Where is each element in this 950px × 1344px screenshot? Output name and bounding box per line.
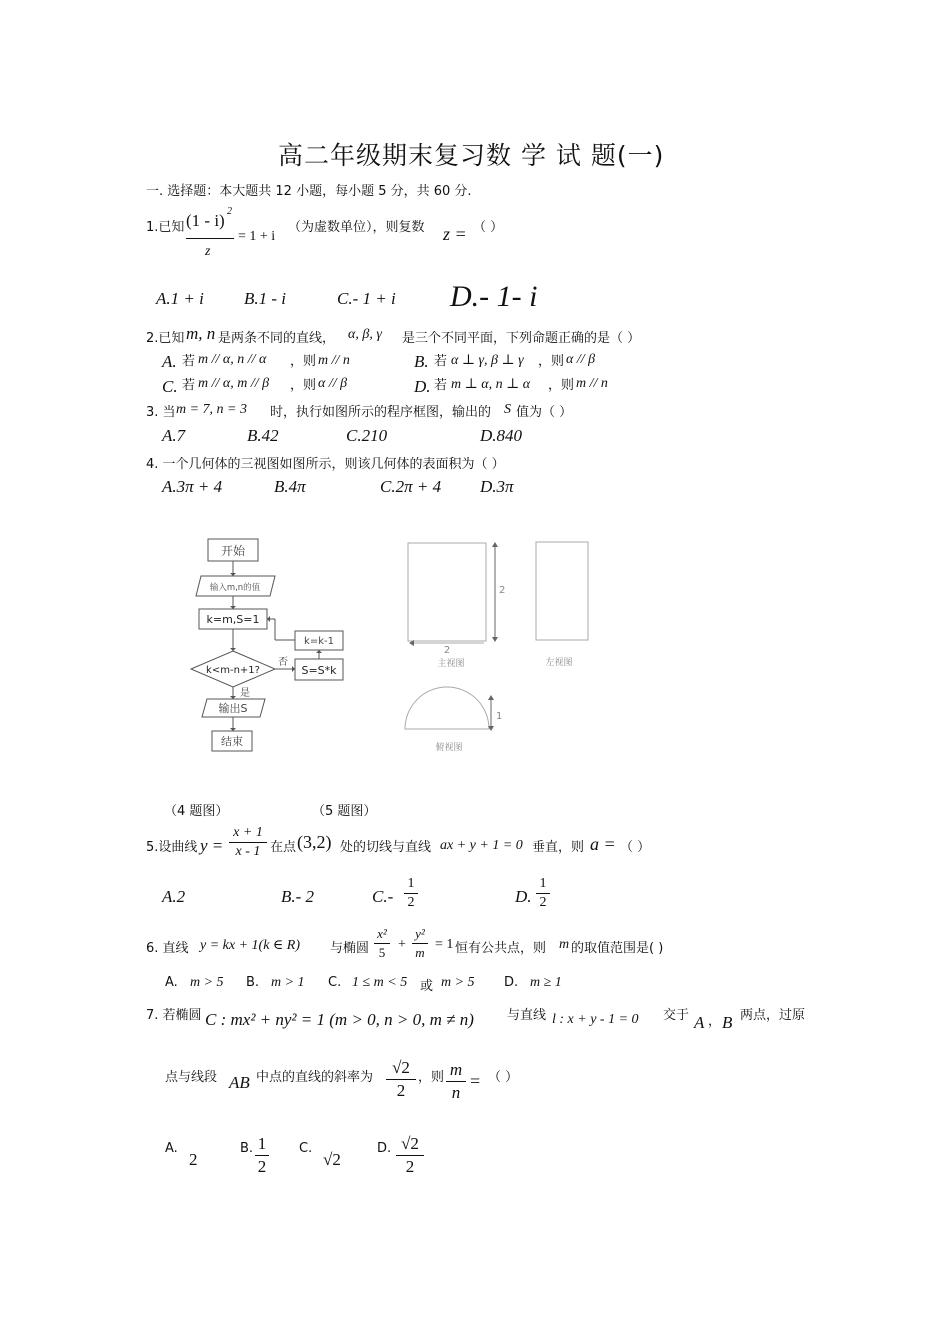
q5-a: a = — [590, 834, 616, 854]
q2-b-ruo: 若 — [434, 354, 448, 369]
q7-option-d-fraction — [396, 1134, 424, 1177]
q7-mn-fraction — [446, 1060, 466, 1103]
q7-slope-den: 2 — [396, 1081, 406, 1100]
q4-option-b: B.4π — [274, 477, 306, 496]
q4-option-d: D.3π — [480, 477, 514, 496]
q3-s: S — [504, 402, 511, 417]
q6-option-c: 1 ≤ m < 5 — [352, 975, 408, 990]
top-height-label: 1 — [496, 711, 503, 722]
q5-option-a: A.2 — [162, 887, 186, 906]
fig4-caption: （4 题图） — [164, 804, 229, 819]
q2-b-label: B. — [414, 352, 429, 371]
side-view-label: 左视图 — [545, 658, 573, 668]
flowchart-init-label: k=m,S=1 — [206, 613, 260, 626]
q6-m: m — [415, 945, 425, 960]
q7-option-b-label: B. — [240, 1141, 254, 1156]
q7-option-c-label: C. — [299, 1141, 313, 1156]
q6-tail2: 的取值范围是( ) — [571, 941, 664, 956]
q2-c-ze: ，则 — [290, 378, 317, 393]
q3-stem-a: 3. 当 — [146, 405, 176, 420]
front-view-rect — [408, 543, 486, 641]
q7-blank: （ ） — [488, 1070, 519, 1085]
q3-stem-c: 值为（ ） — [516, 405, 573, 420]
q5-option-b: B.- 2 — [281, 887, 315, 906]
q2-b-concl: α // β — [566, 352, 596, 367]
flowchart-no-label: 否 — [278, 657, 288, 668]
q6-option-b-label: B. — [246, 975, 260, 990]
flowchart-start-label: 开始 — [220, 544, 246, 558]
q1-note: （为虚数单位），则复数 — [288, 220, 425, 235]
q7-option-d-num: √2 — [401, 1134, 419, 1153]
front-view-label: 主视图 — [437, 659, 465, 669]
q6-frac-y — [412, 926, 428, 961]
q3-vals: m = 7, n = 3 — [176, 402, 248, 417]
q6-prefix: 6. 直线 — [146, 941, 189, 956]
q6-mvar: m — [559, 937, 570, 952]
q2-c-ruo: 若 — [182, 378, 196, 393]
q2-a-ruo: 若 — [182, 354, 196, 369]
q1-denominator: z — [205, 244, 211, 259]
q7-point-a: A — [694, 1013, 705, 1032]
q5-option-c-num: 1 — [407, 876, 415, 891]
q5-denominator: x - 1 — [235, 844, 261, 859]
q6-option-c2: m > 5 — [441, 975, 475, 990]
q7-mn-den: n — [451, 1083, 461, 1102]
q2-a-ze: ，则 — [290, 354, 317, 369]
q2-d-concl: m // n — [576, 376, 608, 391]
q2-stem-b: 是两条不同的直线， — [218, 331, 336, 346]
q7-point-b: B — [722, 1013, 733, 1032]
q3-option-b: B.42 — [247, 426, 279, 445]
flowchart-yes-label: 是 — [240, 688, 250, 699]
q1-blank: （ ） — [473, 220, 504, 235]
q7-slope-fraction — [386, 1058, 416, 1101]
q5-tail: 垂直，则 — [532, 840, 585, 855]
q2-c-cond: m // α, m // β — [198, 376, 270, 391]
q1-fraction-bar — [186, 238, 234, 239]
q7-mn-num: m — [449, 1060, 463, 1079]
top-view-semicircle — [405, 687, 489, 729]
q6-option-b: m > 1 — [271, 975, 305, 990]
top-view-label: 俯视图 — [435, 743, 463, 753]
q5-option-c-fraction — [404, 876, 418, 911]
front-height-label: 2 — [499, 585, 506, 596]
q7-prefix: 7. 若椭圆 — [146, 1008, 202, 1023]
q2-c-label: C. — [162, 377, 178, 396]
section-heading: 一. 选择题：本大题共 12 小题，每小题 5 分，共 60 分. — [146, 184, 472, 199]
q7-option-a-label: A. — [165, 1141, 178, 1156]
q6-option-a-label: A. — [165, 975, 178, 990]
q6-mid: 与椭圆 — [330, 941, 370, 956]
q6-five: 5 — [378, 945, 386, 960]
q5-y: y = — [200, 836, 224, 855]
q1-prefix: 1.已知 — [146, 220, 185, 235]
q2-d-cond: m ⊥ α, n ⊥ α — [451, 377, 531, 392]
flowchart-input-label: 输入m,n的值 — [209, 583, 261, 593]
q5-fraction — [229, 825, 267, 860]
front-width-label: 2 — [443, 645, 451, 656]
q7-slope-num: √2 — [392, 1058, 410, 1077]
q6-option-c-label: C. — [328, 975, 342, 990]
q7-jiao: 交于 — [663, 1008, 690, 1023]
q7-comma: ， — [708, 1014, 722, 1029]
q7-ab: AB — [229, 1073, 250, 1092]
q5-option-d-num: 1 — [539, 876, 547, 891]
q5-line: ax + y + 1 = 0 — [440, 838, 523, 853]
q5-option-c-prefix: C.- — [372, 887, 394, 906]
q2-b-cond: α ⊥ γ, β ⊥ γ — [451, 353, 524, 368]
q2-mn: m, n — [186, 324, 216, 343]
side-view-rect — [536, 542, 588, 640]
page-title: 高二年级期末复习数 学 试 题(一) — [278, 141, 665, 170]
q7-option-a: 2 — [189, 1150, 198, 1169]
flowchart-update-k-label: k=k-1 — [304, 636, 334, 647]
q2-d-ze: ，则 — [548, 378, 575, 393]
q1-option-b: B.1 - i — [244, 289, 287, 308]
q5-option-d-den: 2 — [539, 895, 547, 910]
q5-mid2: 处的切线与直线 — [340, 840, 432, 855]
q6-y2: y² — [415, 926, 425, 941]
q5-numerator: x + 1 — [233, 825, 263, 840]
q7-line2-a: 点与线段 — [165, 1070, 218, 1085]
q6-line: y = kx + 1(k ∈ R) — [200, 938, 300, 953]
q6-plus: + — [398, 937, 406, 952]
q2-a-concl: m // n — [318, 353, 350, 368]
q6-option-d: m ≥ 1 — [530, 975, 562, 990]
q6-option-d-label: D. — [504, 975, 519, 990]
q2-abg: α, β, γ — [348, 327, 382, 342]
q5-point: (3,2) — [297, 832, 332, 852]
q5-prefix: 5.设曲线 — [146, 840, 198, 855]
q2-stem-a: 2.已知 — [146, 331, 185, 346]
flowchart-output-label: 输出S — [218, 702, 248, 715]
q1-option-a: A.1 + i — [156, 289, 204, 308]
fig5-caption: （5 题图） — [312, 804, 377, 819]
q4-option-c: C.2π + 4 — [380, 477, 442, 496]
q3-stem-b: 时，执行如图所示的程序框图，输出的 — [270, 405, 492, 420]
q7-line2-b: 中点的直线的斜率为 — [256, 1070, 374, 1085]
q2-c-concl: α // β — [318, 376, 348, 391]
q7-line2-c: ，则 — [418, 1070, 445, 1085]
q2-a-label: A. — [162, 352, 177, 371]
q5-option-c-den: 2 — [407, 895, 415, 910]
q3-option-a: A.7 — [162, 426, 186, 445]
q6-x2: x² — [377, 926, 387, 941]
q6-frac-x — [374, 926, 390, 961]
q7-line: l : x + y - 1 = 0 — [552, 1012, 639, 1027]
q2-stem-c: 是三个不同平面，下列命题正确的是（ ） — [402, 331, 641, 346]
q7-eq: = — [470, 1071, 481, 1091]
q2-b-ze: ，则 — [538, 354, 565, 369]
q4-stem: 4. 一个几何体的三视图如图所示，则该几何体的表面积为（ ） — [146, 457, 505, 472]
q7-option-b-num: 1 — [257, 1134, 267, 1153]
flowchart-update-s-label: S=S*k — [301, 664, 337, 677]
q6-tail: 恒有公共点，则 — [455, 941, 547, 956]
q6-option-a: m > 5 — [190, 975, 224, 990]
q7-ellipse: C : mx² + ny² = 1 (m > 0, n > 0, m ≠ n) — [205, 1010, 474, 1029]
q2-d-label: D. — [414, 377, 431, 396]
q5-option-d-prefix: D. — [515, 887, 532, 906]
flowchart-end-label: 结束 — [221, 735, 243, 748]
q2-a-cond: m // α, n // α — [198, 352, 267, 367]
three-view-figure — [400, 537, 600, 757]
q5-blank: （ ） — [620, 840, 651, 855]
flowchart-cond-label: k<m-n+1? — [206, 665, 260, 676]
q6-option-c-or: 或 — [420, 979, 434, 994]
q1-option-c: C.- 1 + i — [337, 289, 396, 308]
q1-exponent: 2 — [227, 206, 232, 217]
q4-option-a: A.3π + 4 — [162, 477, 223, 496]
q5-option-d-fraction — [536, 876, 550, 911]
q1-z: z = — [443, 224, 467, 244]
q2-d-ruo: 若 — [434, 378, 448, 393]
q5-mid: 在点 — [270, 840, 297, 855]
q7-option-b-fraction — [255, 1134, 269, 1177]
q7-option-c: √2 — [323, 1150, 341, 1169]
q7-option-d-den: 2 — [405, 1157, 415, 1176]
q1-rhs: = 1 + i — [238, 229, 276, 244]
q7-tail: 两点，过原 — [740, 1008, 806, 1023]
q6-eq1: = 1 — [435, 937, 454, 952]
q7-option-d-label: D. — [377, 1141, 392, 1156]
q1-numerator: (1 - i) — [186, 211, 225, 230]
q1-option-d: D.- 1- i — [450, 280, 538, 313]
flowchart-figure — [185, 532, 365, 757]
q7-mid: 与直线 — [507, 1008, 547, 1023]
q3-option-d: D.840 — [480, 426, 523, 445]
q7-option-b-den: 2 — [257, 1157, 267, 1176]
q3-option-c: C.210 — [346, 426, 388, 445]
